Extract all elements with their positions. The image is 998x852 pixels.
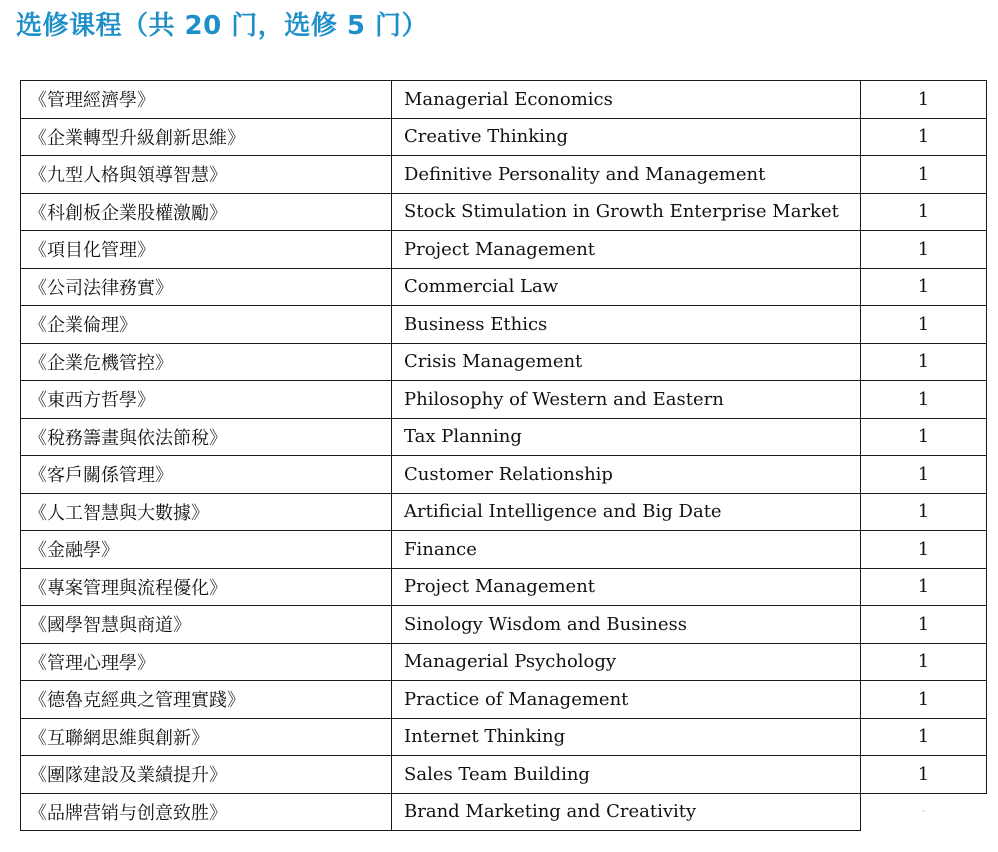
course-english-name: Business Ethics xyxy=(392,306,861,344)
course-credit: 1 xyxy=(861,343,987,381)
course-chinese-name: 《專案管理與流程優化》 xyxy=(21,568,392,606)
course-chinese-name: 《企業危機管控》 xyxy=(21,343,392,381)
table-row xyxy=(21,118,987,156)
course-chinese-name: 《科創板企業股權激勵》 xyxy=(21,193,392,231)
course-credit: 1 xyxy=(861,606,987,644)
table-row xyxy=(21,493,987,531)
table-row xyxy=(21,793,987,831)
course-chinese-name: 《客戶關係管理》 xyxy=(21,456,392,494)
table-row xyxy=(21,81,987,119)
course-credit: - xyxy=(861,793,987,831)
course-chinese-name: 《項目化管理》 xyxy=(21,231,392,269)
course-english-name: Customer Relationship xyxy=(392,456,861,494)
table-row xyxy=(21,381,987,419)
course-credit: 1 xyxy=(861,493,987,531)
table-row xyxy=(21,156,987,194)
table-row xyxy=(21,531,987,569)
table-row xyxy=(21,756,987,794)
course-english-name: Commercial Law xyxy=(392,268,861,306)
table-row xyxy=(21,606,987,644)
course-english-name: Project Management xyxy=(392,568,861,606)
table-row xyxy=(21,456,987,494)
table-row xyxy=(21,343,987,381)
course-english-name: Managerial Psychology xyxy=(392,643,861,681)
course-english-name: Managerial Economics xyxy=(392,81,861,119)
course-credit: 1 xyxy=(861,568,987,606)
course-credit: 1 xyxy=(861,756,987,794)
course-english-name: Internet Thinking xyxy=(392,718,861,756)
course-chinese-name: 《企業倫理》 xyxy=(21,306,392,344)
table-row xyxy=(21,418,987,456)
course-chinese-name: 《團隊建設及業績提升》 xyxy=(21,756,392,794)
course-chinese-name: 《管理心理學》 xyxy=(21,643,392,681)
course-english-name: Creative Thinking xyxy=(392,118,861,156)
course-credit: 1 xyxy=(861,81,987,119)
course-table-body xyxy=(21,81,987,831)
table-row xyxy=(21,268,987,306)
table-row xyxy=(21,681,987,719)
course-english-name: Sinology Wisdom and Business xyxy=(392,606,861,644)
course-credit: 1 xyxy=(861,381,987,419)
course-chinese-name: 《人工智慧與大數據》 xyxy=(21,493,392,531)
course-credit: 1 xyxy=(861,643,987,681)
course-chinese-name: 《企業轉型升級創新思維》 xyxy=(21,118,392,156)
course-chinese-name: 《管理經濟學》 xyxy=(21,81,392,119)
course-chinese-name: 《東西方哲學》 xyxy=(21,381,392,419)
course-chinese-name: 《公司法律務實》 xyxy=(21,268,392,306)
table-row xyxy=(21,718,987,756)
course-credit: 1 xyxy=(861,418,987,456)
table-row xyxy=(21,231,987,269)
course-english-name: Crisis Management xyxy=(392,343,861,381)
course-credit: 1 xyxy=(861,156,987,194)
course-credit: 1 xyxy=(861,193,987,231)
course-chinese-name: 《國學智慧與商道》 xyxy=(21,606,392,644)
course-english-name: Artificial Intelligence and Big Date xyxy=(392,493,861,531)
table-row xyxy=(21,643,987,681)
course-chinese-name: 《品牌营销与创意致胜》 xyxy=(21,793,392,831)
course-english-name: Tax Planning xyxy=(392,418,861,456)
course-chinese-name: 《稅務籌畫與依法節稅》 xyxy=(21,418,392,456)
course-english-name: Practice of Management xyxy=(392,681,861,719)
course-credit: 1 xyxy=(861,118,987,156)
course-chinese-name: 《互聯網思維與創新》 xyxy=(21,718,392,756)
course-credit: 1 xyxy=(861,531,987,569)
course-english-name: Brand Marketing and Creativity xyxy=(392,793,861,831)
course-english-name: Sales Team Building xyxy=(392,756,861,794)
course-chinese-name: 《德魯克經典之管理實踐》 xyxy=(21,681,392,719)
course-english-name: Project Management xyxy=(392,231,861,269)
course-table xyxy=(20,80,987,831)
course-credit: 1 xyxy=(861,268,987,306)
course-english-name: Stock Stimulation in Growth Enterprise Market xyxy=(392,193,861,231)
course-english-name: Philosophy of Western and Eastern xyxy=(392,381,861,419)
course-credit: 1 xyxy=(861,456,987,494)
course-chinese-name: 《金融學》 xyxy=(21,531,392,569)
course-english-name: Finance xyxy=(392,531,861,569)
table-row xyxy=(21,306,987,344)
course-english-name: Definitive Personality and Management xyxy=(392,156,861,194)
course-credit: 1 xyxy=(861,231,987,269)
table-row xyxy=(21,193,987,231)
table-row xyxy=(21,568,987,606)
page-title: 选修课程（共 20 门，选修 5 门） xyxy=(16,11,428,41)
course-credit: 1 xyxy=(861,306,987,344)
course-chinese-name: 《九型人格與領導智慧》 xyxy=(21,156,392,194)
course-credit: 1 xyxy=(861,718,987,756)
course-credit: 1 xyxy=(861,681,987,719)
